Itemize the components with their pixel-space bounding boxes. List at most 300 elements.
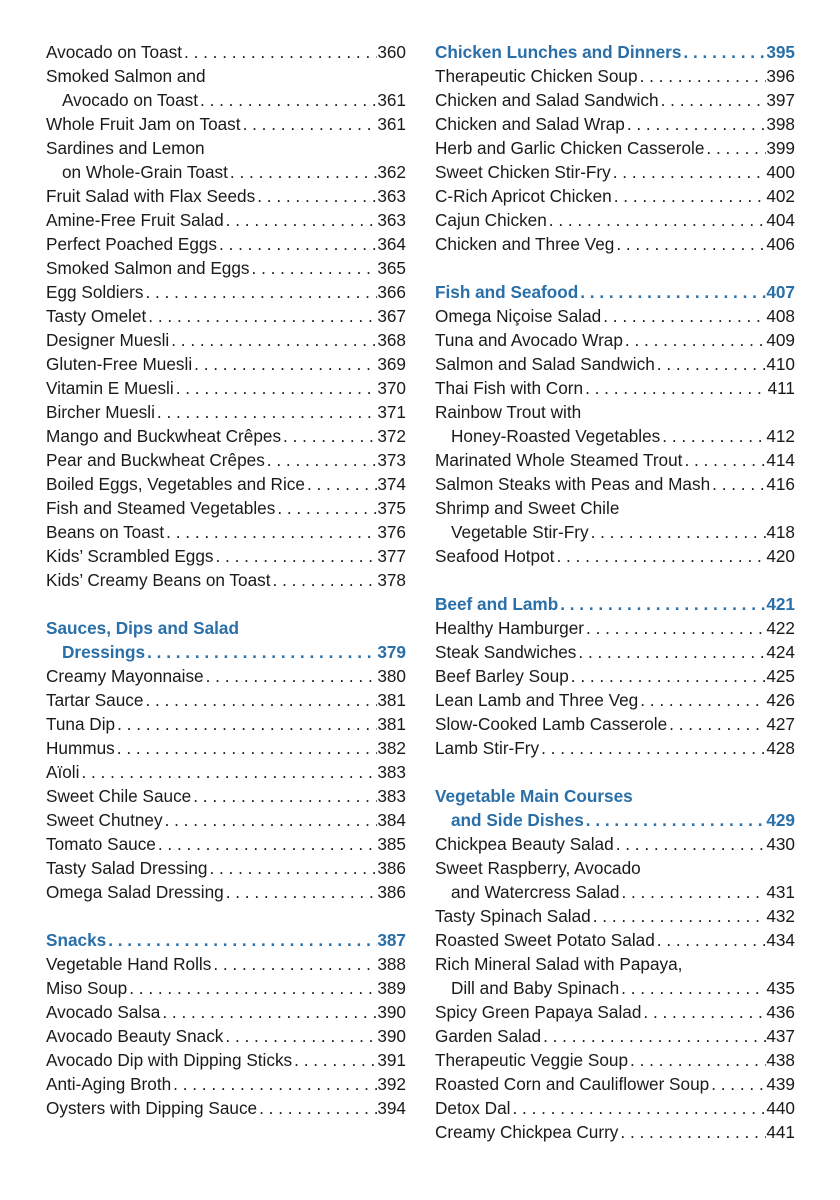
dot-leader	[660, 424, 766, 448]
entry-title: Whole Fruit Jam on Toast	[46, 114, 241, 134]
entry-title: Detox Dal	[435, 1098, 511, 1118]
entry-title: Tasty Omelet	[46, 306, 147, 326]
entry-title: Omega Salad Dressing	[46, 882, 224, 902]
dot-leader	[611, 160, 767, 184]
entry-page-number: 369	[377, 354, 406, 374]
toc-entry[interactable]	[46, 1096, 406, 1120]
heading-text: Vegetable Main Courses	[435, 786, 633, 806]
entry-title: and Watercress Salad	[451, 882, 620, 902]
entry-title: Avocado on Toast	[62, 90, 199, 110]
dot-leader	[619, 976, 766, 1000]
toc-entry[interactable]	[46, 568, 406, 592]
dot-leader	[655, 352, 767, 376]
entry-page-number: 364	[377, 234, 406, 254]
toc-entry[interactable]	[435, 928, 795, 952]
toc-entry[interactable]	[435, 328, 795, 352]
entry-title: Egg Soldiers	[46, 282, 144, 302]
entry-title: Honey-Roasted Vegetables	[451, 426, 661, 446]
entry-title: Steak Sandwiches	[435, 642, 577, 662]
entry-page-number: 422	[766, 618, 795, 638]
entry-title: Amine-Free Fruit Salad	[46, 210, 224, 230]
toc-entry[interactable]	[435, 1120, 795, 1144]
toc-entry[interactable]	[46, 232, 406, 256]
dot-leader	[192, 352, 377, 376]
toc-entry[interactable]	[435, 160, 795, 184]
toc-entry[interactable]	[46, 1072, 406, 1096]
dot-leader	[171, 1072, 377, 1096]
dot-leader	[558, 592, 766, 616]
entry-page-number: 390	[377, 1026, 406, 1046]
toc-entry[interactable]	[435, 1024, 795, 1048]
entry-title: Sardines and Lemon	[46, 138, 205, 158]
entry-title: Tuna Dip	[46, 714, 116, 734]
toc-section-chicken	[435, 40, 795, 256]
heading-page-number: 407	[766, 282, 795, 302]
dot-leader	[591, 904, 767, 928]
entry-title: Kids’ Creamy Beans on Toast	[46, 570, 271, 590]
entry-page-number: 400	[766, 162, 795, 182]
entry-page-number: 385	[377, 834, 406, 854]
entry-page-number: 365	[377, 258, 406, 278]
entry-page-number: 362	[377, 162, 406, 182]
heading-page-number: 421	[766, 594, 795, 614]
entry-page-number: 361	[377, 114, 406, 134]
toc-entry[interactable]	[435, 736, 795, 760]
toc-entry[interactable]	[46, 472, 406, 496]
entry-page-number: 384	[377, 810, 406, 830]
toc-entry[interactable]	[46, 760, 406, 784]
toc-entry[interactable]	[435, 1000, 795, 1024]
dot-leader	[224, 880, 378, 904]
entry-page-number: 382	[377, 738, 406, 758]
entry-title: Spicy Green Papaya Salad	[435, 1002, 642, 1022]
entry-title: Herb and Garlic Chicken Casserole	[435, 138, 705, 158]
toc-entry[interactable]	[435, 352, 795, 376]
dot-leader	[143, 688, 377, 712]
entry-title: Tasty Salad Dressing	[46, 858, 208, 878]
entry-title: Designer Muesli	[46, 330, 170, 350]
dot-leader	[510, 1096, 766, 1120]
toc-entry[interactable]	[435, 688, 795, 712]
entry-page-number: 431	[766, 882, 795, 902]
entry-title: Miso Soup	[46, 978, 128, 998]
entry-page-number: 372	[377, 426, 406, 446]
dot-leader	[584, 808, 767, 832]
toc-entry[interactable]	[46, 544, 406, 568]
entry-title: Tomato Sauce	[46, 834, 156, 854]
entry-page-number: 388	[377, 954, 406, 974]
toc-entry[interactable]	[435, 472, 795, 496]
toc-entry[interactable]	[46, 1024, 406, 1048]
dot-leader	[164, 520, 377, 544]
dot-leader	[704, 136, 766, 160]
dot-leader	[156, 832, 377, 856]
toc-entry[interactable]	[435, 208, 795, 232]
section-heading-veg-line2[interactable]	[435, 808, 795, 832]
entry-page-number: 420	[766, 546, 795, 566]
entry-title: Tuna and Avocado Wrap	[435, 330, 623, 350]
heading-page-number: 379	[377, 642, 406, 662]
toc-right-column	[435, 40, 795, 1144]
toc-entry[interactable]	[46, 400, 406, 424]
dot-leader	[638, 64, 767, 88]
toc-entry[interactable]	[46, 880, 406, 904]
toc-entry[interactable]	[435, 544, 795, 568]
dot-leader	[614, 832, 767, 856]
dot-leader	[623, 328, 766, 352]
dot-leader	[250, 256, 378, 280]
toc-entry[interactable]	[46, 448, 406, 472]
entry-title: Marinated Whole Steamed Trout	[435, 450, 683, 470]
entry-page-number: 402	[766, 186, 795, 206]
entry-title: Avocado Dip with Dipping Sticks	[46, 1050, 293, 1070]
entry-title: Vegetable Stir-Fry	[451, 522, 589, 542]
toc-entry[interactable]	[46, 112, 406, 136]
entry-page-number: 374	[377, 474, 406, 494]
heading-page-number: 387	[377, 930, 406, 950]
toc-entry[interactable]	[46, 352, 406, 376]
toc-entry[interactable]	[435, 448, 795, 472]
toc-entry[interactable]	[435, 64, 795, 88]
dot-leader	[681, 40, 766, 64]
dot-leader	[191, 784, 377, 808]
toc-entry[interactable]	[435, 712, 795, 736]
entry-page-number: 370	[377, 378, 406, 398]
entry-title: Gluten-Free Muesli	[46, 354, 193, 374]
entry-title: on Whole-Grain Toast	[62, 162, 228, 182]
dot-leader	[659, 88, 767, 112]
heading-text: Snacks	[46, 930, 107, 950]
dot-leader	[641, 1000, 766, 1024]
toc-entry[interactable]	[46, 328, 406, 352]
dot-leader	[541, 1024, 766, 1048]
toc-entry[interactable]	[435, 184, 795, 208]
section-heading-fish[interactable]	[435, 280, 795, 304]
dot-leader	[204, 664, 378, 688]
toc-veg-list	[435, 832, 795, 1144]
entry-page-number: 391	[377, 1050, 406, 1070]
dot-leader	[143, 280, 377, 304]
entry-title: Pear and Buckwheat Crêpes	[46, 450, 265, 470]
dot-leader	[115, 736, 378, 760]
heading-text: Fish and Seafood	[435, 282, 579, 302]
entry-page-number: 390	[377, 1002, 406, 1022]
toc-entry[interactable]	[435, 952, 795, 976]
entry-title: Salmon and Salad Sandwich	[435, 354, 655, 374]
dot-leader	[127, 976, 377, 1000]
toc-entry[interactable]	[435, 304, 795, 328]
dot-leader	[146, 304, 377, 328]
entry-title: Dill and Baby Spinach	[451, 978, 620, 998]
heading-text: Sauces, Dips and Salad	[46, 618, 239, 638]
toc-sauces-list	[46, 664, 406, 904]
entry-page-number: 377	[377, 546, 406, 566]
dot-leader	[174, 376, 378, 400]
dot-leader	[638, 688, 766, 712]
entry-page-number: 416	[766, 474, 795, 494]
entry-page-number: 386	[377, 882, 406, 902]
toc-entry[interactable]	[46, 184, 406, 208]
section-heading-chicken[interactable]	[435, 40, 795, 64]
toc-snacks-list	[46, 952, 406, 1120]
entry-title: Lean Lamb and Three Veg	[435, 690, 639, 710]
toc-entry[interactable]	[46, 736, 406, 760]
entry-title: Therapeutic Chicken Soup	[435, 66, 638, 86]
dot-leader	[305, 472, 377, 496]
dot-leader	[275, 496, 377, 520]
toc-entry[interactable]	[435, 976, 795, 1000]
toc-entry[interactable]	[435, 496, 795, 520]
toc-beef-list	[435, 616, 795, 760]
entry-page-number: 366	[377, 282, 406, 302]
toc-entry[interactable]	[435, 424, 795, 448]
toc-entry[interactable]	[46, 424, 406, 448]
entry-title: Rich Mineral Salad with Papaya,	[435, 954, 683, 974]
entry-page-number: 430	[766, 834, 795, 854]
dot-leader	[584, 616, 766, 640]
toc-entry[interactable]	[435, 832, 795, 856]
entry-title: Creamy Chickpea Curry	[435, 1122, 619, 1142]
entry-page-number: 434	[766, 930, 795, 950]
entry-page-number: 406	[766, 234, 795, 254]
dot-leader	[223, 1024, 377, 1048]
dot-leader	[169, 328, 377, 352]
entry-page-number: 378	[377, 570, 406, 590]
toc-section-snacks	[46, 928, 406, 1120]
entry-title: Sweet Chicken Stir-Fry	[435, 162, 611, 182]
entry-page-number: 411	[767, 378, 795, 398]
entry-title: Oysters with Dipping Sauce	[46, 1098, 258, 1118]
toc-entry[interactable]	[435, 376, 795, 400]
entry-title: Smoked Salmon and Eggs	[46, 258, 250, 278]
entry-page-number: 368	[377, 330, 406, 350]
toc-entry[interactable]	[46, 64, 406, 88]
entry-page-number: 383	[377, 762, 406, 782]
dot-leader	[619, 880, 766, 904]
entry-title: Kids’ Scrambled Eggs	[46, 546, 214, 566]
toc-entry[interactable]	[435, 880, 795, 904]
dot-leader	[589, 520, 767, 544]
toc-entry[interactable]	[46, 280, 406, 304]
entry-page-number: 408	[766, 306, 795, 326]
entry-page-number: 373	[377, 450, 406, 470]
dot-leader	[211, 952, 377, 976]
dot-leader	[207, 856, 377, 880]
toc-entry[interactable]	[46, 688, 406, 712]
toc-entry[interactable]	[46, 976, 406, 1000]
dot-leader	[667, 712, 766, 736]
entry-title: Chicken and Three Veg	[435, 234, 615, 254]
entry-title: Rainbow Trout with	[435, 402, 582, 422]
toc-entry[interactable]	[435, 1072, 795, 1096]
toc-entry[interactable]	[435, 640, 795, 664]
entry-page-number: 381	[377, 690, 406, 710]
entry-title: Avocado Salsa	[46, 1002, 161, 1022]
toc-entry[interactable]	[46, 208, 406, 232]
toc-entry[interactable]	[435, 1048, 795, 1072]
dot-leader	[614, 232, 766, 256]
toc-entry[interactable]	[435, 136, 795, 160]
entry-title: Garden Salad	[435, 1026, 542, 1046]
entry-title: Fruit Salad with Flax Seeds	[46, 186, 256, 206]
toc-entry[interactable]	[46, 832, 406, 856]
toc-entry[interactable]	[46, 784, 406, 808]
heading-page-number: 429	[766, 810, 795, 830]
heading-page-number: 395	[766, 42, 795, 62]
toc-entry[interactable]	[435, 112, 795, 136]
section-heading-beef[interactable]	[435, 592, 795, 616]
entry-page-number: 409	[766, 330, 795, 350]
dot-leader	[271, 568, 378, 592]
entry-page-number: 396	[766, 66, 795, 86]
toc-entry[interactable]	[46, 520, 406, 544]
entry-page-number: 397	[766, 90, 795, 110]
entry-title: Vegetable Hand Rolls	[46, 954, 212, 974]
entry-title: Chicken and Salad Wrap	[435, 114, 625, 134]
entry-page-number: 418	[766, 522, 795, 542]
entry-page-number: 432	[766, 906, 795, 926]
dot-leader	[628, 1048, 766, 1072]
dot-leader	[79, 760, 377, 784]
toc-entry[interactable]	[46, 496, 406, 520]
dot-leader	[578, 280, 766, 304]
dot-leader	[217, 232, 377, 256]
entry-page-number: 425	[766, 666, 795, 686]
toc-section-beef	[435, 592, 795, 760]
entry-page-number: 440	[766, 1098, 795, 1118]
entry-title: Tasty Spinach Salad	[435, 906, 591, 926]
dot-leader	[655, 928, 767, 952]
dot-leader	[625, 112, 767, 136]
entry-title: Chicken and Salad Sandwich	[435, 90, 659, 110]
toc-entry[interactable]	[46, 712, 406, 736]
toc-left-column	[46, 40, 406, 1120]
entry-title: Aïoli	[46, 762, 80, 782]
entry-page-number: 398	[766, 114, 795, 134]
dot-leader	[106, 928, 377, 952]
section-heading-sauces-line1[interactable]	[46, 616, 406, 640]
toc-entry[interactable]	[46, 304, 406, 328]
toc-entry[interactable]	[46, 40, 406, 64]
dot-leader	[160, 1000, 377, 1024]
entry-title: Smoked Salmon and	[46, 66, 206, 86]
toc-breakfast-list	[46, 40, 406, 592]
section-heading-sauces-line2[interactable]	[46, 640, 406, 664]
entry-page-number: 392	[377, 1074, 406, 1094]
dot-leader	[145, 640, 377, 664]
toc-entry[interactable]	[435, 1096, 795, 1120]
toc-entry[interactable]	[435, 616, 795, 640]
entry-title: Shrimp and Sweet Chile	[435, 498, 620, 518]
toc-entry[interactable]	[435, 904, 795, 928]
toc-entry[interactable]	[435, 664, 795, 688]
toc-entry[interactable]	[46, 664, 406, 688]
heading-text: and Side Dishes	[451, 810, 584, 830]
entry-title: Beef Barley Soup	[435, 666, 569, 686]
entry-page-number: 383	[377, 786, 406, 806]
toc-section-veg	[435, 784, 795, 1144]
entry-title: Mango and Buckwheat Crêpes	[46, 426, 282, 446]
dot-leader	[612, 184, 767, 208]
toc-entry[interactable]	[46, 952, 406, 976]
entry-title: Sweet Raspberry, Avocado	[435, 858, 641, 878]
toc-entry[interactable]	[435, 856, 795, 880]
dot-leader	[547, 208, 767, 232]
entry-title: Beans on Toast	[46, 522, 165, 542]
entry-page-number: 361	[377, 90, 406, 110]
dot-leader	[710, 472, 766, 496]
entry-page-number: 360	[377, 42, 406, 62]
entry-title: Perfect Poached Eggs	[46, 234, 218, 254]
entry-title: Creamy Mayonnaise	[46, 666, 204, 686]
entry-title: Chickpea Beauty Salad	[435, 834, 614, 854]
toc-entry[interactable]	[46, 256, 406, 280]
toc-entry[interactable]	[435, 520, 795, 544]
entry-page-number: 426	[766, 690, 795, 710]
toc-entry[interactable]	[435, 88, 795, 112]
dot-leader	[224, 208, 378, 232]
entry-page-number: 380	[377, 666, 406, 686]
entry-title: Sweet Chutney	[46, 810, 163, 830]
section-heading-snacks[interactable]	[46, 928, 406, 952]
toc-entry[interactable]	[46, 160, 406, 184]
entry-title: C-Rich Apricot Chicken	[435, 186, 612, 206]
dot-leader	[709, 1072, 766, 1096]
dot-leader	[292, 1048, 377, 1072]
entry-title: Tartar Sauce	[46, 690, 144, 710]
toc-entry[interactable]	[46, 1000, 406, 1024]
entry-page-number: 375	[377, 498, 406, 518]
entry-title: Seafood Hotpot	[435, 546, 555, 566]
entry-page-number: 424	[766, 642, 795, 662]
entry-page-number: 437	[766, 1026, 795, 1046]
entry-page-number: 438	[766, 1050, 795, 1070]
toc-entry[interactable]	[46, 808, 406, 832]
dot-leader	[583, 376, 768, 400]
entry-title: Sweet Chile Sauce	[46, 786, 192, 806]
dot-leader	[228, 160, 377, 184]
heading-text: Chicken Lunches and Dinners	[435, 42, 682, 62]
entry-title: Healthy Hamburger	[435, 618, 585, 638]
toc-entry[interactable]	[435, 400, 795, 424]
dot-leader	[539, 736, 766, 760]
toc-entry[interactable]	[435, 232, 795, 256]
entry-page-number: 410	[766, 354, 795, 374]
toc-entry[interactable]	[46, 1048, 406, 1072]
entry-title: Therapeutic Veggie Soup	[435, 1050, 629, 1070]
dot-leader	[155, 400, 377, 424]
entry-title: Hummus	[46, 738, 115, 758]
entry-page-number: 428	[766, 738, 795, 758]
toc-entry[interactable]	[46, 376, 406, 400]
entry-title: Thai Fish with Corn	[435, 378, 584, 398]
dot-leader	[554, 544, 766, 568]
toc-entry[interactable]	[46, 136, 406, 160]
entry-page-number: 404	[766, 210, 795, 230]
section-heading-veg-line1[interactable]	[435, 784, 795, 808]
entry-page-number: 394	[377, 1098, 406, 1118]
toc-chicken-list	[435, 64, 795, 256]
entry-page-number: 436	[766, 1002, 795, 1022]
entry-page-number: 371	[377, 402, 406, 422]
dot-leader	[255, 184, 377, 208]
entry-page-number: 386	[377, 858, 406, 878]
dot-leader	[163, 808, 378, 832]
toc-entry[interactable]	[46, 856, 406, 880]
heading-text: Dressings	[62, 642, 146, 662]
entry-title: Omega Niçoise Salad	[435, 306, 602, 326]
toc-entry[interactable]	[46, 88, 406, 112]
